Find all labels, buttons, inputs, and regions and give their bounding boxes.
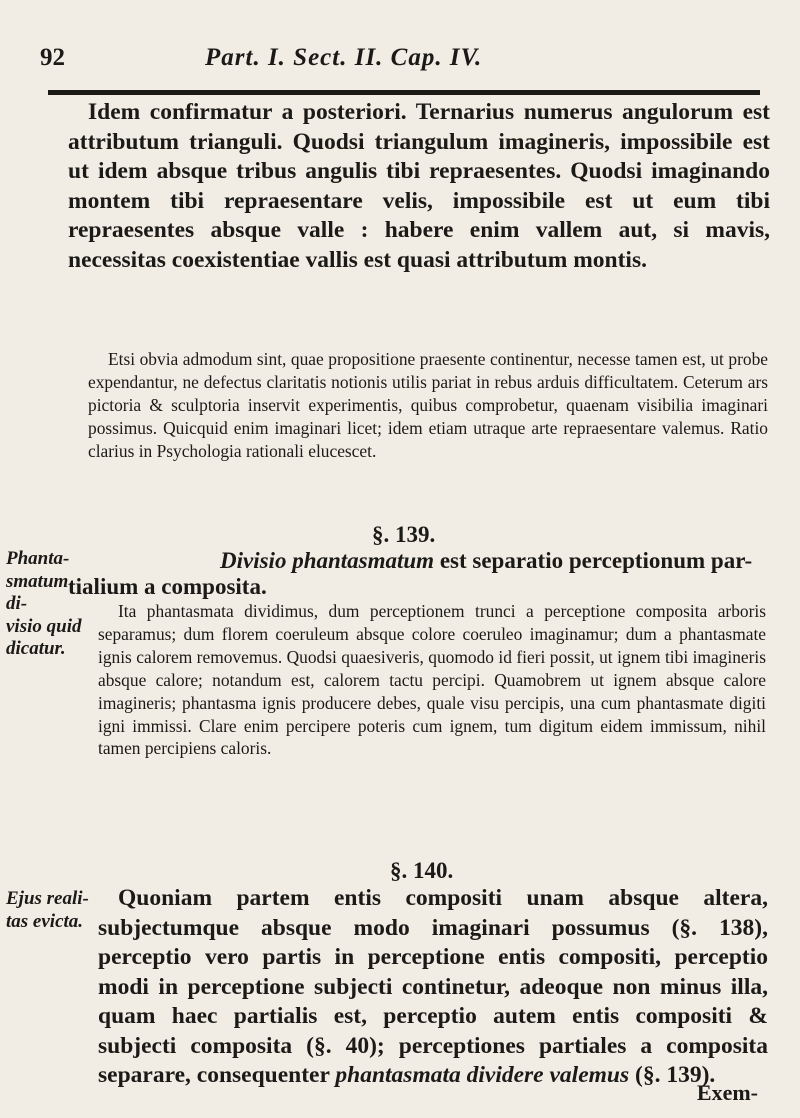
header-rule [48,90,760,95]
scholium-text: Etsi obvia admodum sint, quae propositione praesente continentur, necesse tamen est, ut probe expendantur, ne defectus claritatis notionis utilis pariat in rebus arduis difficultatem. Ceterum ars pictoria & sculptoria inservit experimentis, quibus comprobetur, quaenam visibilia imaginari possimus. Quicquid enim imaginari licet; idem etiam utraque arte repraesentare valemus. Ratio clarius in Psychologia rationali elucescet. [88,349,768,461]
definition-text: est separatio perceptionum par- [434,548,753,573]
margin-note-140 [6,888,90,933]
paragraph-140 [98,884,768,1091]
running-title: Part. I. Sect. II. Cap. IV. [205,44,483,71]
section-number-140: §. 140. [390,858,454,883]
definition-139-line-2: tialium a composita. [68,574,267,599]
definition-term: Divisio phantasmatum [220,548,435,573]
margin-line: smatum di- [6,570,69,614]
scholium-note-1 [88,348,768,463]
section-number-139: §. 139. [372,522,436,547]
definition-139-line-1 [220,548,752,574]
margin-line: dicatur. [6,638,66,659]
scholium-note-2 [98,600,766,760]
page-header [40,44,760,84]
catchword: Exem- [696,1080,758,1105]
margin-note-139 [6,548,90,661]
margin-line: tas evicta. [6,910,84,932]
margin-line: Phanta- [6,548,70,569]
page-number: 92 [40,44,65,71]
scholium-text: Ita phantasmata dividimus, dum perceptionem trunci a perceptione composita arboris separamus; dum florem coeruleum absque colore coeruleo imaginamur; dum a phantasmate ignis calorem removemus. Quodsi quaesiveris, quomodo id fieri possit, ut ignem tibi imagineris absque calore; notandum est, calorem tactu percipi. Quamobrem ut ignem absque calore imagineris; phantasma ignis producere debes, quale visu percipis, una cum phantasmate digiti igni immissi. Clare enim percipere poteris cum ignem, tum digitum eidem immissum, nihil tamen percipiens caloris. [98,601,766,759]
paragraph-intro [68,98,770,275]
paragraph-text: Quoniam partem entis compositi unam absque altera, subjectumque absque modo imaginari possumus (§. 138), perceptio vero partis in perceptione entis compositi, perceptio modi in perceptione subjecti continetur, adeoque non minus illa, quam haec partialis est, perceptio autem entis compositi & subjecti composita (§. 40); perceptiones partiales a composita separare, consequenter phantasmata dividere valemus (§. 139). [98,885,768,1088]
emphasis: phantasmata dividere valemus [335,1062,630,1088]
margin-line: Ejus reali- [6,888,89,909]
margin-line: visio quid [6,615,82,637]
paragraph-text: Idem confirmatur a posteriori. Ternarius numerus angulorum est attributum trianguli. Quodsi triangulum imagineris, impossibile est ut idem absque tribus angulis tibi repraesentes. Quodsi imaginando montem tibi repraesentare velis, impossibile est ut eum tibi repraesentes absque valle : habere enim vallem aut, si mavis, necessitas coexistentiae vallis est quasi attributum montis. [68,99,770,273]
